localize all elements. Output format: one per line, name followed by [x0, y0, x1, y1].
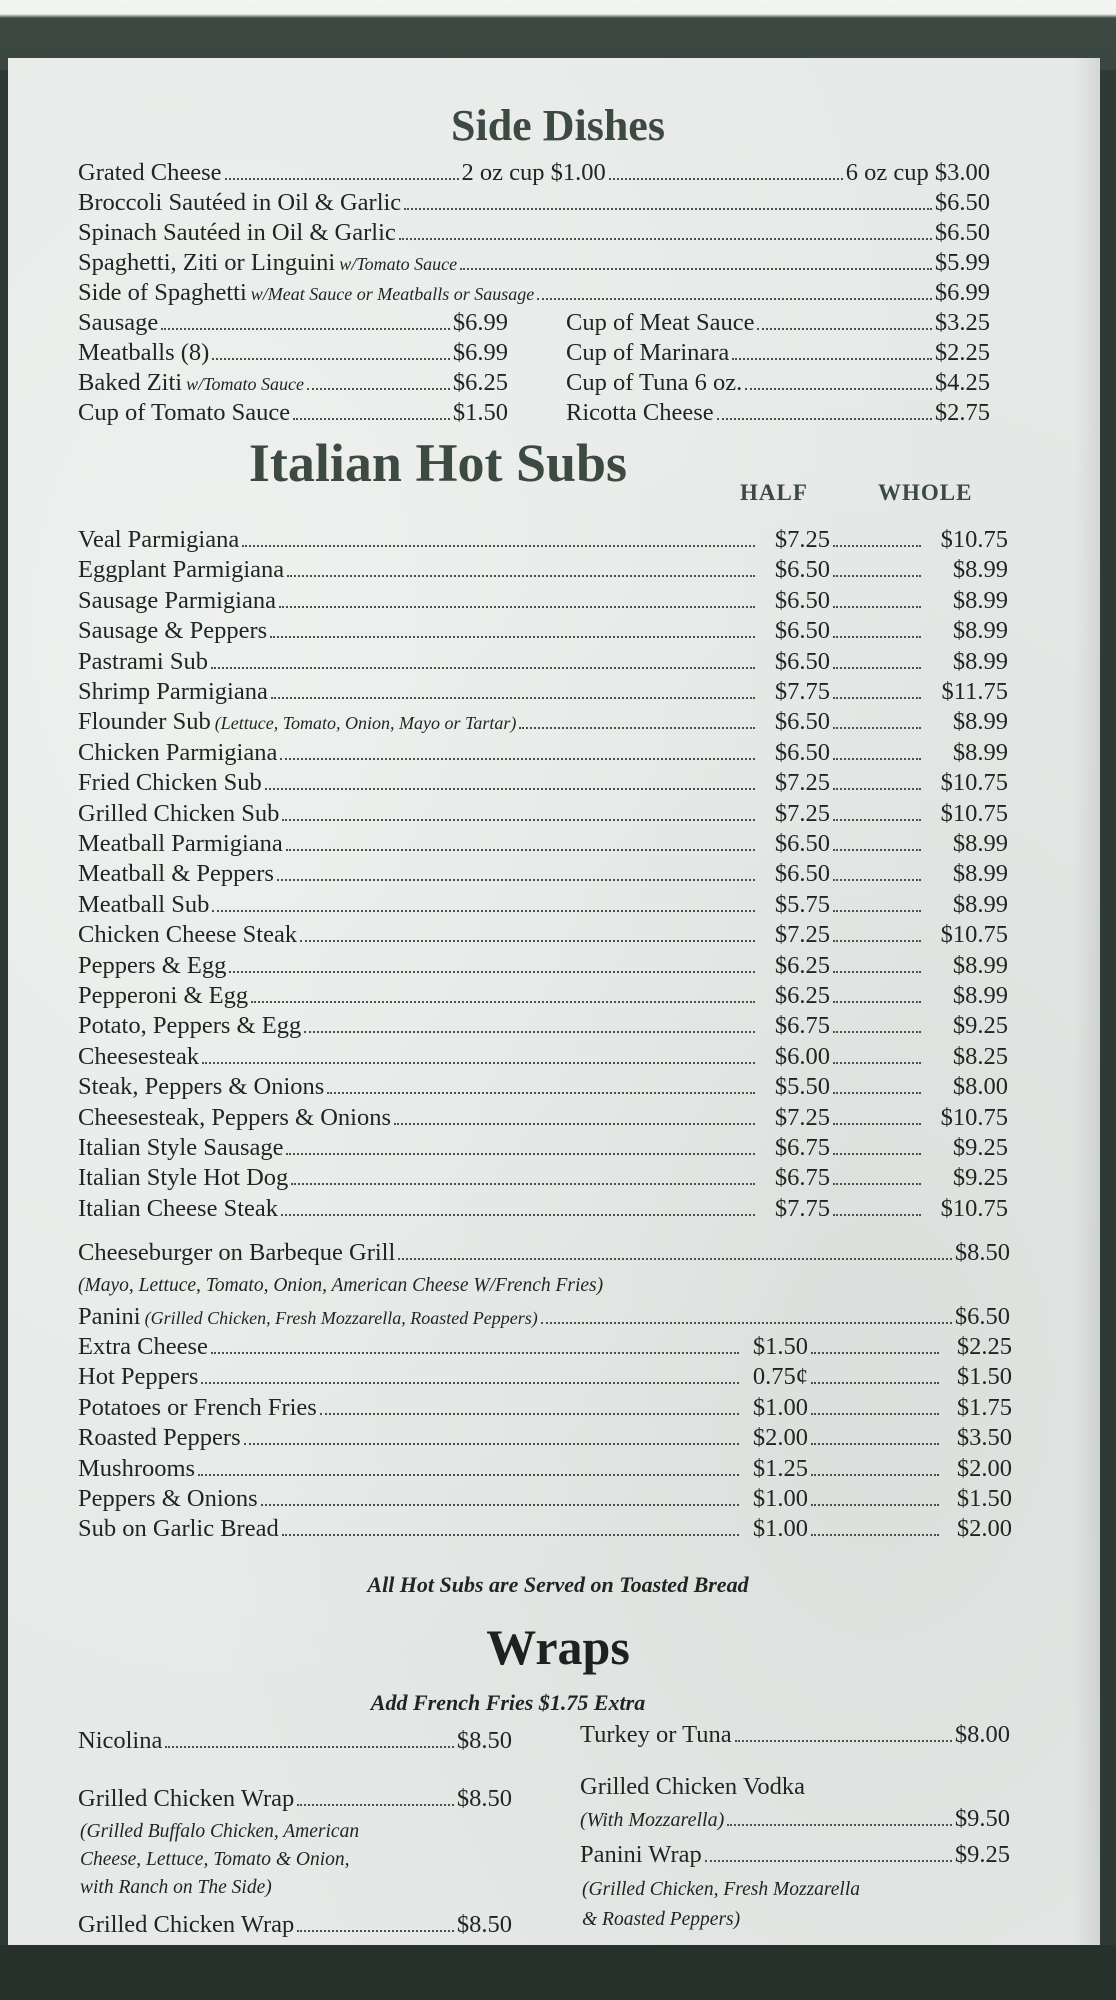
- leader-dots: [286, 849, 755, 851]
- menu-item: [78, 338, 508, 368]
- leader-dots: [833, 606, 921, 608]
- menu-item-extra: [78, 1332, 1012, 1362]
- whole-price: $8.99: [952, 860, 1008, 888]
- leader-dots: [757, 328, 931, 330]
- menu-item-extra: [78, 1484, 1012, 1514]
- menu-item-hot-sub: [78, 555, 1008, 585]
- item-price: $4.25: [934, 369, 990, 396]
- item-label: Meatball & Peppers: [78, 860, 274, 888]
- leader-dots: [212, 910, 755, 912]
- item-label: Spaghetti, Ziti or Linguini: [78, 249, 336, 276]
- menu-item-cheeseburger: [78, 1238, 1010, 1268]
- leader-dots: [833, 1214, 921, 1216]
- half-price: $1.00: [752, 1485, 808, 1512]
- half-price: $5.75: [774, 890, 830, 918]
- whole-price: $8.99: [952, 890, 1008, 918]
- item-price-small: 2 oz cup $1.00: [461, 159, 606, 186]
- menu-item-extra: [78, 1423, 1012, 1453]
- cheeseburger-note: (Mayo, Lettuce, Tomato, Onion, American Cheese W/French Fries): [78, 1275, 604, 1296]
- leader-dots: [399, 238, 932, 240]
- menu-item: [78, 308, 508, 338]
- menu-item-hot-sub: [78, 525, 1008, 555]
- panini-wrap-note-line: & Roasted Peppers): [582, 1909, 741, 1930]
- leader-dots: [297, 1804, 454, 1806]
- leader-dots: [833, 940, 921, 942]
- leader-dots: [833, 1062, 921, 1064]
- menu-item-extra: [78, 1362, 1012, 1392]
- item-note: w/Meat Sauce or Meatballs or Sausage: [250, 284, 535, 304]
- menu-item-hot-sub: [78, 1194, 1008, 1224]
- leader-dots: [833, 1031, 921, 1033]
- menu-item-hot-sub: [78, 1163, 1008, 1193]
- item-label: Veal Parmigiana: [78, 526, 240, 553]
- item-label: Peppers & Egg: [78, 951, 227, 979]
- leader-dots: [811, 1352, 939, 1354]
- menu-item-hot-sub: [78, 799, 1008, 829]
- whole-price: $11.75: [941, 678, 1008, 705]
- leader-dots: [811, 1443, 939, 1445]
- leader-dots: [242, 545, 755, 547]
- item-price: $6.50: [954, 1303, 1010, 1330]
- item-price: $8.50: [456, 1785, 512, 1812]
- item-price: $8.00: [954, 1721, 1010, 1748]
- item-label: Potato, Peppers & Egg: [78, 1012, 302, 1040]
- half-price: $6.75: [774, 1164, 830, 1192]
- menu-item: [566, 338, 990, 368]
- whole-price: $8.99: [952, 951, 1008, 979]
- item-label: Meatball Sub: [78, 890, 210, 918]
- menu-item-hot-sub: [78, 981, 1008, 1011]
- leader-dots: [833, 545, 921, 547]
- menu-item-grilled-chicken-wrap-2: [78, 1910, 512, 1940]
- item-note: w/Tomato Sauce: [339, 254, 458, 274]
- half-price: $6.50: [774, 830, 830, 857]
- half-price: $7.25: [774, 526, 830, 553]
- leader-dots: [537, 298, 932, 300]
- leader-dots: [732, 358, 932, 360]
- menu-item-grilled-chicken-wrap: [78, 1784, 512, 1814]
- leader-dots: [300, 940, 755, 942]
- item-label: Italian Style Sausage: [78, 1134, 284, 1161]
- item-label: Steak, Peppers & Onions: [78, 1073, 325, 1101]
- item-price: $6.25: [452, 369, 508, 396]
- menu-item-hot-sub: [78, 738, 1008, 768]
- item-price: $8.50: [954, 1239, 1010, 1266]
- leader-dots: [833, 1001, 921, 1003]
- menu-item: [566, 368, 990, 398]
- half-price: $7.75: [774, 678, 830, 705]
- item-label: Nicolina: [78, 1727, 163, 1754]
- leader-dots: [833, 636, 921, 638]
- half-price: $7.25: [774, 769, 830, 797]
- menu-item: [78, 368, 508, 399]
- menu-item-hot-sub: [78, 586, 1008, 616]
- half-price: $1.25: [752, 1454, 808, 1482]
- item-price: $9.25: [954, 1841, 1010, 1868]
- item-label: Panini: [78, 1303, 141, 1330]
- item-price: $6.50: [934, 219, 990, 246]
- menu-item: [78, 278, 990, 309]
- bottom-background-band: [0, 1945, 1116, 2000]
- item-label: Grilled Chicken Wrap: [78, 1911, 295, 1938]
- leader-dots: [833, 758, 921, 760]
- item-price: $6.50: [934, 189, 990, 216]
- grilled-wrap-note-line: Cheese, Lettuce, Tomato & Onion,: [80, 1849, 350, 1870]
- half-price: $6.50: [774, 647, 830, 675]
- item-label: Roasted Peppers: [78, 1424, 241, 1452]
- whole-price: $1.50: [956, 1485, 1012, 1512]
- leader-dots: [811, 1474, 939, 1476]
- item-label: Sausage & Peppers: [78, 617, 268, 645]
- menu-item-extra: [78, 1454, 1012, 1484]
- leader-dots: [833, 1123, 921, 1125]
- leader-dots: [833, 727, 921, 729]
- half-price: $6.50: [774, 556, 830, 584]
- leader-dots: [279, 606, 755, 608]
- half-price: $7.25: [774, 799, 830, 827]
- menu-item-hot-sub: [78, 1103, 1008, 1133]
- grilled-wrap-note-line: with Ranch on The Side): [80, 1877, 272, 1898]
- menu-item: [78, 218, 990, 248]
- item-price: $2.25: [934, 339, 990, 366]
- leader-dots: [717, 418, 932, 420]
- whole-column-header: WHOLE: [878, 480, 973, 505]
- half-price: $1.00: [752, 1393, 808, 1421]
- menu-item-hot-sub: [78, 1011, 1008, 1041]
- whole-price: $10.75: [940, 769, 1008, 797]
- leader-dots: [265, 788, 755, 790]
- whole-price: $8.00: [952, 1073, 1008, 1101]
- leader-dots: [282, 1534, 739, 1536]
- leader-dots: [811, 1413, 939, 1415]
- leader-dots: [833, 575, 921, 577]
- item-label: Peppers & Onions: [78, 1485, 258, 1512]
- leader-dots: [833, 971, 921, 973]
- item-label: Eggplant Parmigiana: [78, 556, 285, 584]
- item-label: Chicken Cheese Steak: [78, 921, 298, 949]
- item-label: Hot Peppers: [78, 1363, 199, 1391]
- whole-price: $8.99: [952, 617, 1008, 645]
- leader-dots: [398, 1258, 952, 1260]
- leader-dots: [519, 727, 755, 729]
- half-column-header: HALF: [740, 480, 808, 505]
- half-price: $2.00: [752, 1424, 808, 1452]
- item-label: Shrimp Parmigiana: [78, 678, 268, 705]
- leader-dots: [211, 1352, 739, 1354]
- half-price: $6.75: [774, 1012, 830, 1040]
- item-price: $8.50: [456, 1727, 512, 1754]
- whole-price: $3.50: [956, 1424, 1012, 1452]
- grilled-wrap-note-line: (Grilled Buffalo Chicken, American: [80, 1821, 360, 1842]
- leader-dots: [202, 1062, 755, 1064]
- item-label: Sausage Parmigiana: [78, 586, 276, 614]
- menu-item: [78, 248, 990, 279]
- menu-item-vodka-detail: [580, 1804, 1010, 1835]
- whole-price: $2.00: [956, 1515, 1012, 1543]
- item-label: Cup of Tuna 6 oz.: [566, 369, 743, 396]
- item-label: Sub on Garlic Bread: [78, 1515, 279, 1543]
- leader-dots: [287, 575, 755, 577]
- menu-item: [78, 398, 508, 428]
- item-label: Pastrami Sub: [78, 647, 208, 675]
- menu-item-hot-sub: [78, 829, 1008, 859]
- leader-dots: [320, 1413, 739, 1415]
- half-price: $6.50: [774, 708, 830, 736]
- whole-price: $9.25: [952, 1164, 1008, 1192]
- leader-dots: [304, 1031, 755, 1033]
- item-price: $9.50: [954, 1805, 1010, 1832]
- item-price: $6.99: [452, 339, 508, 366]
- menu-item: [566, 398, 990, 428]
- menu-item-hot-sub: [78, 1042, 1008, 1072]
- item-price: $8.50: [456, 1911, 512, 1938]
- item-label: Grilled Chicken Wrap: [78, 1785, 295, 1812]
- item-price: $5.99: [934, 249, 990, 276]
- half-price: $6.50: [774, 586, 830, 614]
- menu-item-hot-sub: [78, 951, 1008, 981]
- whole-price: $8.99: [952, 708, 1008, 736]
- item-label: Mushrooms: [78, 1454, 196, 1482]
- leader-dots: [833, 1153, 921, 1155]
- half-price: $6.00: [774, 1042, 830, 1070]
- item-label: Ricotta Cheese: [566, 399, 714, 426]
- menu-item-nicolina: [78, 1726, 512, 1756]
- item-label: Flounder Sub: [78, 708, 211, 736]
- leader-dots: [833, 1092, 921, 1094]
- menu-item-hot-sub: [78, 890, 1008, 920]
- whole-price: $8.99: [952, 647, 1008, 675]
- item-label: Broccoli Sautéed in Oil & Garlic: [78, 189, 402, 216]
- whole-price: $9.25: [952, 1134, 1008, 1161]
- leader-dots: [244, 1443, 739, 1445]
- leader-dots: [293, 418, 450, 420]
- item-label: Potatoes or French Fries: [78, 1393, 317, 1421]
- panini-wrap-note-line: (Grilled Chicken, Fresh Mozzarella: [582, 1879, 861, 1900]
- leader-dots: [404, 208, 932, 210]
- menu-item: [566, 308, 990, 338]
- item-label: Spinach Sautéed in Oil & Garlic: [78, 219, 396, 246]
- item-label: Turkey or Tuna: [580, 1721, 732, 1748]
- whole-price: $8.99: [952, 586, 1008, 614]
- leader-dots: [165, 1746, 454, 1748]
- half-price: $6.50: [774, 617, 830, 645]
- whole-price: $2.00: [956, 1454, 1012, 1482]
- leader-dots: [833, 667, 921, 669]
- half-price: $6.50: [774, 738, 830, 766]
- whole-price: $8.25: [952, 1042, 1008, 1070]
- menu-item-extra: [78, 1393, 1012, 1423]
- whole-price: $9.25: [952, 1012, 1008, 1040]
- leader-dots: [705, 1860, 952, 1862]
- whole-price: $8.99: [952, 556, 1008, 584]
- half-price: $5.50: [774, 1073, 830, 1101]
- item-price: $6.99: [452, 309, 508, 336]
- menu-item-panini: [78, 1302, 1010, 1333]
- item-note: w/Tomato Sauce: [186, 374, 304, 394]
- item-label: Meatballs (8): [78, 339, 210, 366]
- item-label: Cheeseburger on Barbeque Grill: [78, 1239, 396, 1266]
- item-label: Cup of Meat Sauce: [566, 309, 755, 336]
- leader-dots: [609, 178, 843, 180]
- leader-dots: [281, 1214, 755, 1216]
- leader-dots: [280, 758, 755, 760]
- leader-dots: [251, 1001, 755, 1003]
- leader-dots: [833, 819, 921, 821]
- half-price: $1.00: [752, 1515, 808, 1543]
- leader-dots: [271, 697, 755, 699]
- item-label: Cheesesteak, Peppers & Onions: [78, 1103, 391, 1131]
- leader-dots: [833, 879, 921, 881]
- item-label: Pepperoni & Egg: [78, 982, 249, 1009]
- leader-dots: [833, 849, 921, 851]
- item-label: Italian Cheese Steak: [78, 1194, 279, 1222]
- leader-dots: [811, 1534, 939, 1536]
- menu-item-hot-sub: [78, 647, 1008, 677]
- item-label: Panini Wrap: [580, 1841, 702, 1868]
- side-dishes-title: Side Dishes: [451, 101, 665, 150]
- menu-item-panini-wrap: [580, 1840, 1010, 1870]
- leader-dots: [282, 819, 755, 821]
- leader-dots: [277, 879, 755, 881]
- leader-dots: [211, 667, 755, 669]
- item-price: $6.99: [934, 279, 990, 306]
- menu-item-hot-sub: [78, 859, 1008, 889]
- leader-dots: [541, 1322, 952, 1324]
- half-price: 0.75¢: [752, 1363, 808, 1391]
- half-price: $7.25: [774, 921, 830, 949]
- leader-dots: [307, 388, 450, 390]
- half-price: $6.25: [774, 951, 830, 979]
- menu-item: [78, 188, 990, 218]
- leader-dots: [727, 1824, 952, 1826]
- hot-subs-title: Italian Hot Subs: [248, 433, 628, 493]
- half-price: $7.75: [774, 1194, 830, 1222]
- item-price-large: 6 oz cup $3.00: [845, 159, 990, 186]
- whole-price: $10.75: [940, 1194, 1008, 1222]
- item-label: Fried Chicken Sub: [78, 769, 262, 797]
- item-label: Grilled Chicken Vodka: [580, 1773, 806, 1800]
- item-label: Cup of Tomato Sauce: [78, 399, 291, 426]
- leader-dots: [833, 910, 921, 912]
- leader-dots: [291, 1183, 755, 1185]
- item-label: Sausage: [78, 309, 159, 336]
- whole-price: $1.50: [956, 1363, 1012, 1391]
- item-label: Extra Cheese: [78, 1333, 208, 1360]
- leader-dots: [811, 1504, 939, 1506]
- half-price: $6.25: [774, 982, 830, 1009]
- menu-item-hot-sub: [78, 707, 1008, 738]
- menu-item-hot-sub: [78, 1072, 1008, 1102]
- whole-price: $1.75: [956, 1393, 1012, 1421]
- item-price: $2.75: [934, 399, 990, 426]
- whole-price: $10.75: [940, 921, 1008, 949]
- toasted-bread-note: All Hot Subs are Served on Toasted Bread: [367, 1572, 749, 1597]
- leader-dots: [327, 1092, 755, 1094]
- leader-dots: [460, 268, 932, 270]
- leader-dots: [286, 1153, 755, 1155]
- whole-price: $8.99: [952, 830, 1008, 857]
- item-label: Meatball Parmigiana: [78, 830, 283, 857]
- wraps-subtitle: Add French Fries $1.75 Extra: [370, 1690, 646, 1715]
- item-label: Cheesesteak: [78, 1042, 200, 1070]
- leader-dots: [833, 697, 921, 699]
- menu-item-hot-sub: [78, 677, 1008, 707]
- menu-item-grilled-chicken-vodka: [580, 1772, 1010, 1802]
- leader-dots: [811, 1382, 939, 1384]
- leader-dots: [261, 1504, 739, 1506]
- item-label: Baked Ziti: [78, 369, 183, 396]
- whole-price: $8.99: [952, 738, 1008, 766]
- menu-item-turkey-or-tuna: [580, 1720, 1010, 1750]
- wraps-title: Wraps: [486, 1619, 630, 1675]
- item-label: Side of Spaghetti: [78, 279, 247, 306]
- leader-dots: [394, 1123, 755, 1125]
- whole-price: $10.75: [940, 799, 1008, 827]
- half-price: $6.50: [774, 860, 830, 888]
- item-note: (With Mozzarella): [580, 1809, 725, 1831]
- whole-price: $8.99: [952, 982, 1008, 1009]
- leader-dots: [225, 178, 459, 180]
- leader-dots: [161, 328, 450, 330]
- item-label: Italian Style Hot Dog: [78, 1164, 289, 1192]
- half-price: $1.50: [752, 1333, 808, 1360]
- leader-dots: [833, 1183, 921, 1185]
- item-note: (Lettuce, Tomato, Onion, Mayo or Tartar): [214, 713, 517, 734]
- leader-dots: [198, 1474, 739, 1476]
- item-price: $3.25: [934, 309, 990, 336]
- item-label: Grilled Chicken Sub: [78, 799, 280, 827]
- menu-item-grated-cheese: [78, 158, 990, 188]
- leader-dots: [745, 388, 932, 390]
- item-label: Cup of Marinara: [566, 339, 730, 366]
- menu-item-hot-sub: [78, 1133, 1008, 1163]
- leader-dots: [833, 788, 921, 790]
- menu-item-extra: [78, 1514, 1012, 1544]
- half-price: $6.75: [774, 1134, 830, 1161]
- item-note: (Grilled Chicken, Fresh Mozzarella, Roasted Peppers): [144, 1308, 538, 1328]
- leader-dots: [735, 1740, 952, 1742]
- leader-dots: [297, 1930, 454, 1932]
- menu-item-hot-sub: [78, 616, 1008, 646]
- whole-price: $10.75: [940, 1103, 1008, 1131]
- item-label: Chicken Parmigiana: [78, 738, 278, 766]
- item-price: $1.50: [452, 399, 508, 426]
- leader-dots: [229, 971, 755, 973]
- menu-item-hot-sub: [78, 768, 1008, 798]
- menu-item-hot-sub: [78, 920, 1008, 950]
- leader-dots: [201, 1382, 739, 1384]
- whole-price: $10.75: [940, 526, 1008, 553]
- leader-dots: [270, 636, 755, 638]
- half-price: $7.25: [774, 1103, 830, 1131]
- item-label: Grated Cheese: [78, 159, 222, 186]
- whole-price: $2.25: [956, 1333, 1012, 1360]
- leader-dots: [212, 358, 450, 360]
